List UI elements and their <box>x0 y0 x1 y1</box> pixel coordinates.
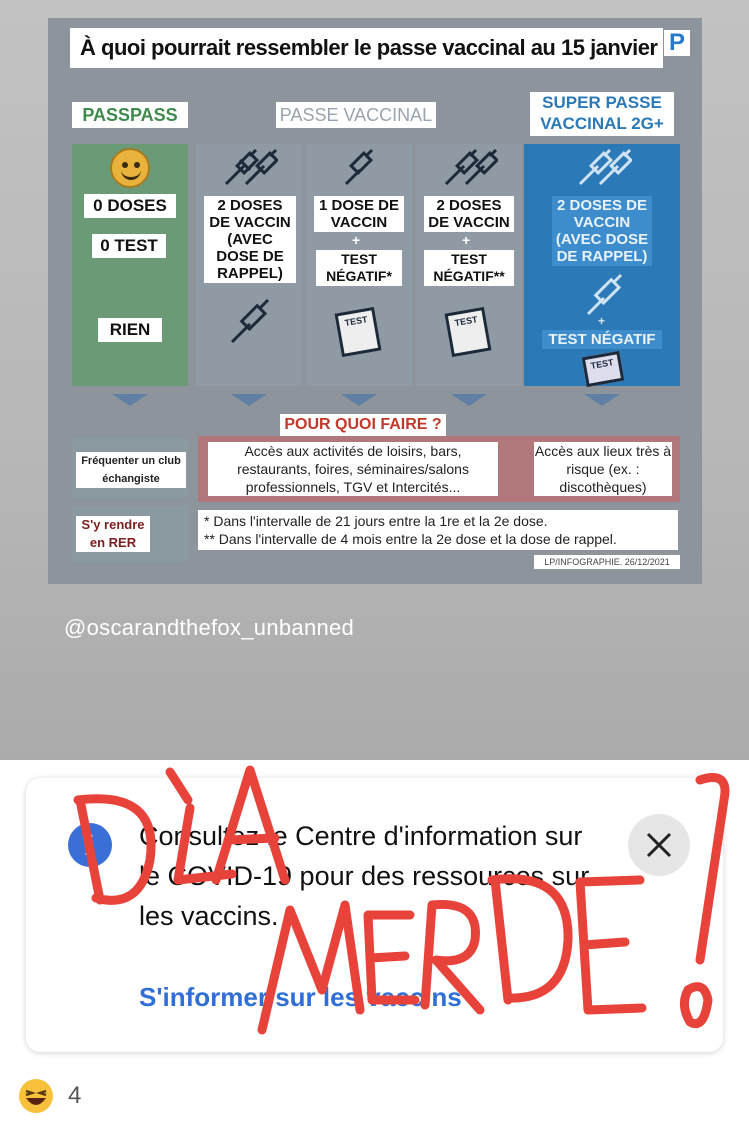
vaccine-info-link[interactable]: S'informer sur les vaccins <box>139 982 462 1012</box>
covid-info-card <box>26 778 723 1052</box>
use-club: Fréquenter un club échangiste <box>76 452 186 488</box>
col3-test-label: TEST NÉGATIF* <box>316 250 402 286</box>
le-parisien-logo: P <box>664 30 690 56</box>
syringe-icon <box>222 148 278 188</box>
syringe-icon <box>442 148 498 188</box>
username-caption[interactable]: @oscarandthefox_unbanned <box>64 615 355 640</box>
col5-dose-label: 2 DOSES DE VACCIN (AVEC DOSE DE RAPPEL) <box>552 196 652 266</box>
reaction-count: 4 <box>68 1082 82 1109</box>
test-document-icon: TEST <box>444 307 491 357</box>
column-1-dose-test <box>306 144 412 386</box>
syringe-booster-icon <box>228 296 272 346</box>
laughing-emoji-icon <box>18 1078 54 1114</box>
column-2-doses-test <box>416 144 522 386</box>
column-super-passe <box>524 144 680 386</box>
arrow-down-icon <box>112 394 148 406</box>
use-discotheques: Accès aux lieux très à risque (ex. : discothèques) <box>534 443 672 495</box>
col4-dose-label: 2 DOSES DE VACCIN <box>424 196 514 232</box>
arrow-down-icon <box>341 394 377 406</box>
arrow-down-icon <box>231 394 267 406</box>
syringe-icon <box>576 148 632 188</box>
label-0-test: 0 TEST <box>92 234 166 258</box>
infographic-credit: LP/INFOGRAPHIE. 26/12/2021 <box>534 555 680 569</box>
smiley-icon <box>110 148 150 188</box>
infographic-image <box>48 18 702 584</box>
info-icon: i <box>68 823 112 867</box>
plus-sign: + <box>352 232 361 248</box>
column-2-doses-rappel <box>196 144 302 386</box>
header-super-passe: SUPER PASSE VACCINAL 2G+ <box>530 92 674 136</box>
col3-dose-label: 1 DOSE DE VACCIN <box>314 196 404 232</box>
syringe-booster-icon <box>584 272 624 318</box>
header-passpass: PASSPASS <box>72 102 188 128</box>
arrow-down-icon <box>584 394 620 406</box>
footnote-2: ** Dans l'intervalle de 4 mois entre la 2e dose et la dose de rappel. <box>204 531 617 547</box>
footnotes <box>198 510 678 550</box>
infographic-title: À quoi pourrait ressembler le passe vaccinal au 15 janvier <box>70 28 663 68</box>
plus-sign: + <box>598 314 606 328</box>
plus-sign: + <box>462 232 471 248</box>
col5-test-label: TEST NÉGATIF <box>542 330 662 349</box>
covid-info-message: Consultez le Centre d'information sur le COVID-19 pour des ressources sur les vaccins. <box>139 821 590 931</box>
footnote-1: * Dans l'intervalle de 21 jours entre la 1re et la 2e dose. <box>204 513 548 529</box>
use-rer: S'y rendre en RER <box>76 516 150 552</box>
label-rien: RIEN <box>98 318 162 342</box>
use-activities: Accès aux activités de loisirs, bars, restaurants, foires, séminaires/salons professionnels, TGV et Intercités... <box>208 442 498 496</box>
test-document-icon: TEST <box>582 351 625 387</box>
column-passpass <box>72 144 188 386</box>
header-passe-vaccinal: PASSE VACCINAL <box>276 102 436 128</box>
close-button[interactable] <box>628 814 690 876</box>
reaction-summary[interactable] <box>18 1078 81 1114</box>
close-icon <box>644 830 674 860</box>
pour-quoi-faire-heading: POUR QUOI FAIRE ? <box>280 414 446 436</box>
col4-test-label: TEST NÉGATIF** <box>424 250 514 286</box>
syringe-icon <box>342 148 376 188</box>
test-document-icon: TEST <box>334 307 381 357</box>
arrow-down-icon <box>451 394 487 406</box>
label-0-doses: 0 DOSES <box>84 194 176 218</box>
col2-dose-label: 2 DOSES DE VACCIN (AVEC DOSE DE RAPPEL) <box>204 196 296 283</box>
